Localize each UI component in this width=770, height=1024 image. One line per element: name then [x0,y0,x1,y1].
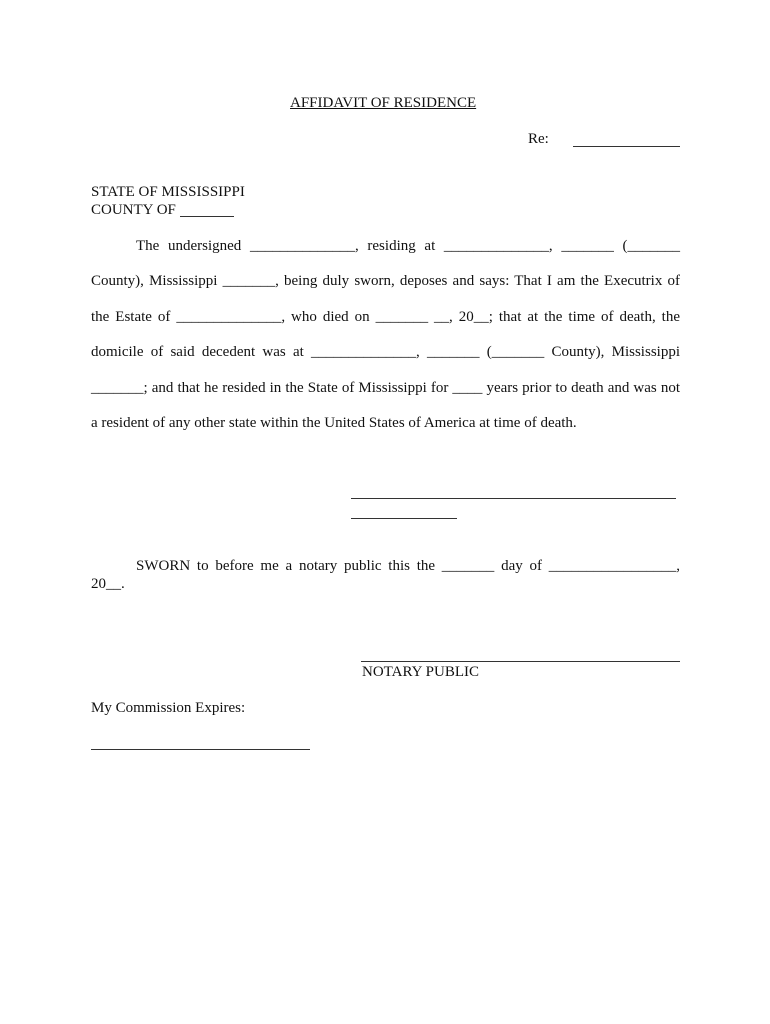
body-line-4: domicile of said decedent was at ______________, _______ (_______ County), Mississippi [91,344,680,360]
county-line: COUNTY OF [91,202,176,218]
body-line-3: the Estate of ______________, who died on _______ __, 20__; that at the time of death, the [91,309,680,325]
affiant-name-line[interactable] [351,518,457,519]
state-line: STATE OF MISSISSIPPI [91,184,245,200]
notary-signature-line[interactable] [361,661,680,662]
sworn-line: SWORN to before me a notary public this the _______ day of _________________, [136,558,680,574]
sworn-year: 20__. [91,576,125,592]
commission-date-line[interactable] [91,749,310,750]
county-blank[interactable] [180,216,234,217]
commission-label: My Commission Expires: [91,700,246,716]
re-label: Re: [528,131,549,147]
notary-label: NOTARY PUBLIC [362,664,480,680]
body-line-1: The undersigned ______________, residing at ______________, _______ (_______ [136,238,680,254]
body-line-2: County), Mississippi _______, being duly sworn, deposes and says: That I am the Executrix of [91,273,680,289]
body-line-6: a resident of any other state within the United States of America at time of death. [91,415,577,431]
re-blank[interactable] [573,146,680,147]
affiant-signature-line[interactable] [351,498,676,499]
body-line-5: _______; and that he resided in the State of Mississippi for ____ years prior to death and was not [91,380,680,396]
document-title: AFFIDAVIT OF RESIDENCE [290,95,477,111]
